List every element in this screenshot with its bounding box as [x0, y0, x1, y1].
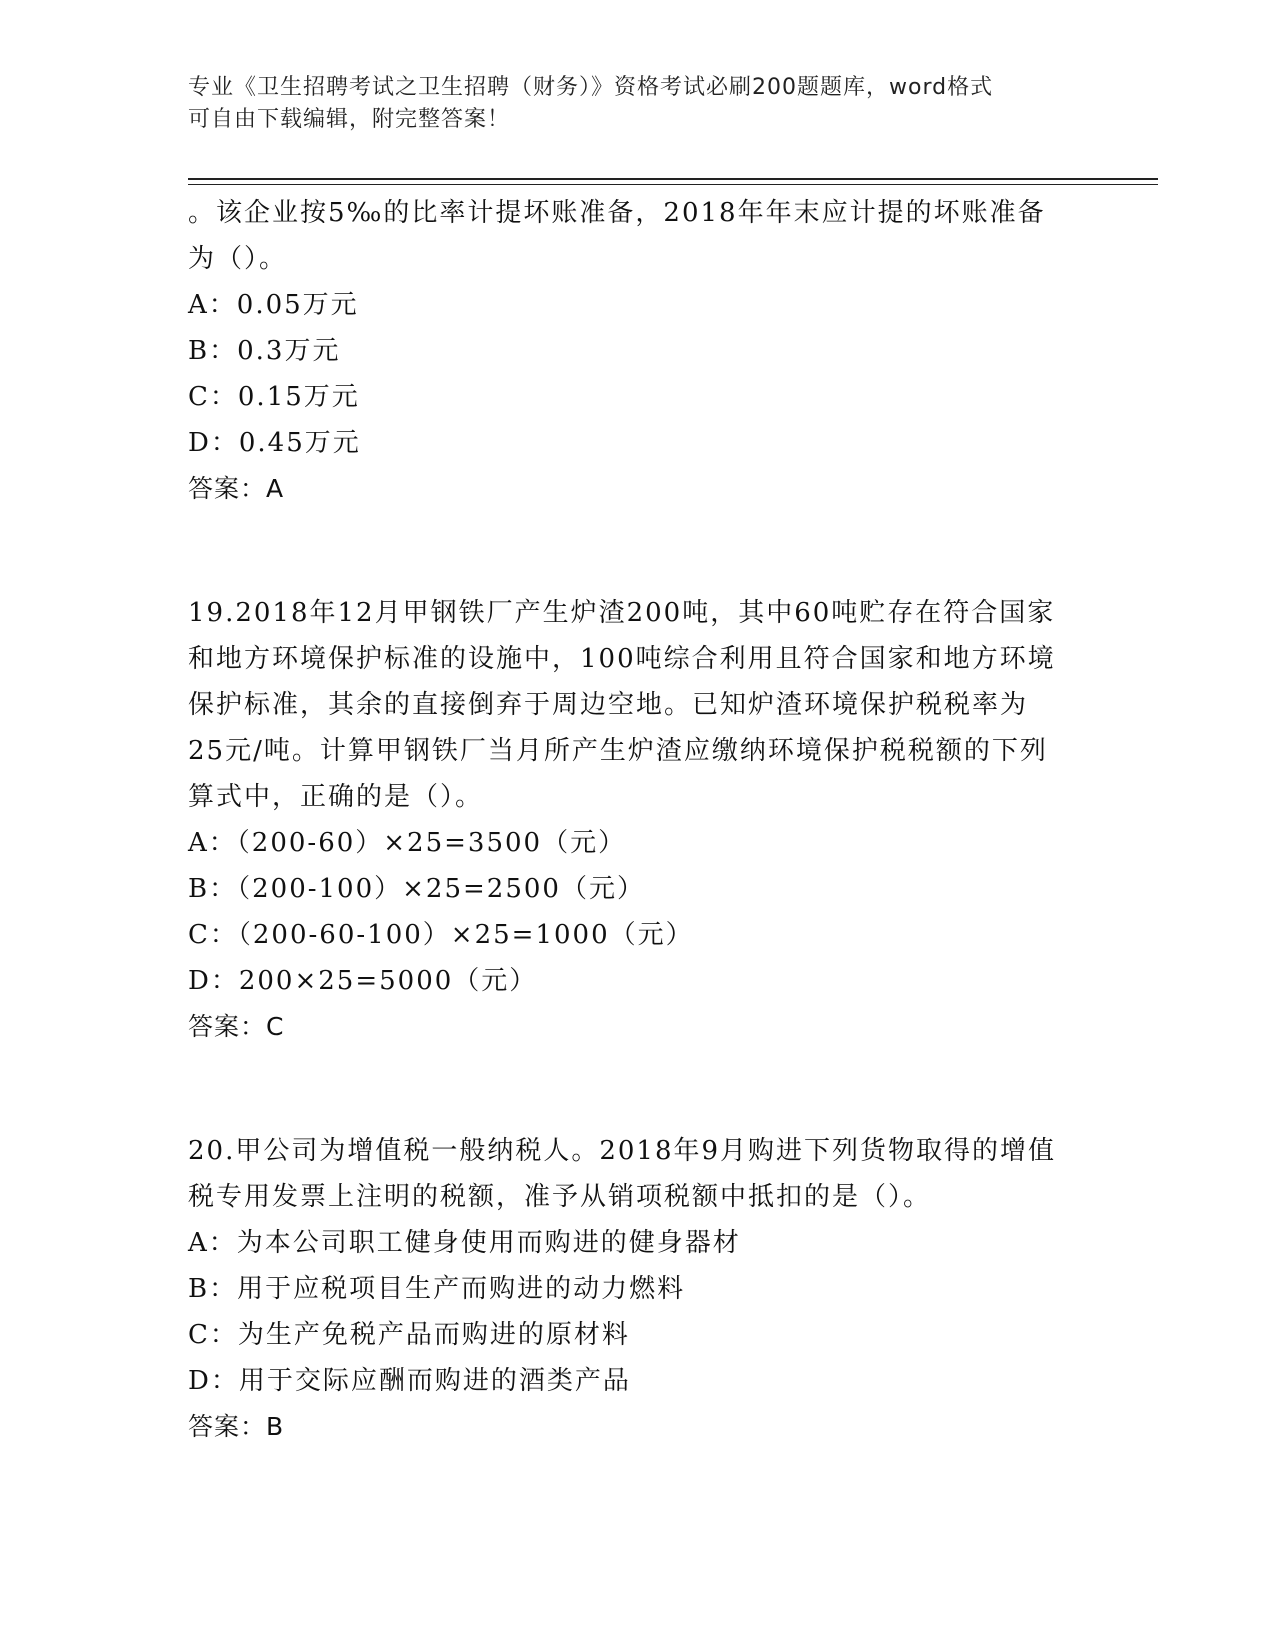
option-a: A：0.05万元	[188, 290, 359, 320]
header-line-1: 专业《卫生招聘考试之卫生招聘（财务）》资格考试必刷200题题库，word格式	[188, 75, 994, 100]
question-stem-line: 。该企业按5‰的比率计提坏账准备，2018年年末应计提的坏账准备	[188, 198, 1046, 228]
header-line-2: 可自由下载编辑，附完整答案！	[188, 107, 511, 132]
option-b: B：0.3万元	[188, 336, 341, 366]
option-c: C：为生产免税产品而购进的原材料	[188, 1320, 630, 1350]
question-20	[188, 1128, 1088, 1450]
answer-line: 答案：B	[188, 1412, 285, 1441]
question-stem-line: 20.甲公司为增值税一般纳税人。2018年9月购进下列货物取得的增值	[188, 1136, 1057, 1166]
answer-line: 答案：A	[188, 474, 285, 503]
question-18	[188, 190, 1088, 512]
option-a: A：（200-60）×25=3500（元）	[188, 828, 627, 858]
option-a: A：为本公司职工健身使用而购进的健身器材	[188, 1228, 741, 1258]
question-stem-line: 25元/吨。计算甲钢铁厂当月所产生炉渣应缴纳环境保护税税额的下列	[188, 736, 1048, 766]
option-b: B：（200-100）×25=2500（元）	[188, 874, 645, 904]
option-c: C：（200-60-100）×25=1000（元）	[188, 920, 694, 950]
header-divider-thick	[188, 178, 1158, 180]
spacer	[188, 512, 1088, 558]
question-content	[188, 190, 1088, 1450]
question-stem-line: 算式中，正确的是（）。	[188, 782, 484, 812]
answer-line: 答案：C	[188, 1012, 285, 1041]
document-header	[188, 72, 1068, 136]
option-d: D：0.45万元	[188, 428, 361, 458]
option-d: D：用于交际应酬而购进的酒类产品	[188, 1366, 631, 1396]
question-stem-line: 为（）。	[188, 244, 288, 274]
question-stem-line: 保护标准，其余的直接倒弃于周边空地。已知炉渣环境保护税税率为	[188, 690, 1029, 720]
option-b: B：用于应税项目生产而购进的动力燃料	[188, 1274, 686, 1304]
header-divider-thin	[188, 184, 1158, 185]
question-stem-line: 19.2018年12月甲钢铁厂产生炉渣200吨，其中60吨贮存在符合国家	[188, 598, 1056, 628]
spacer	[188, 1050, 1088, 1096]
question-stem-line: 税专用发票上注明的税额，准予从销项税额中抵扣的是（）。	[188, 1182, 932, 1212]
question-19	[188, 590, 1088, 1050]
question-stem-line: 和地方环境保护标准的设施中，100吨综合利用且符合国家和地方环境	[188, 644, 1056, 674]
option-d: D：200×25=5000（元）	[188, 966, 538, 996]
option-c: C：0.15万元	[188, 382, 360, 412]
